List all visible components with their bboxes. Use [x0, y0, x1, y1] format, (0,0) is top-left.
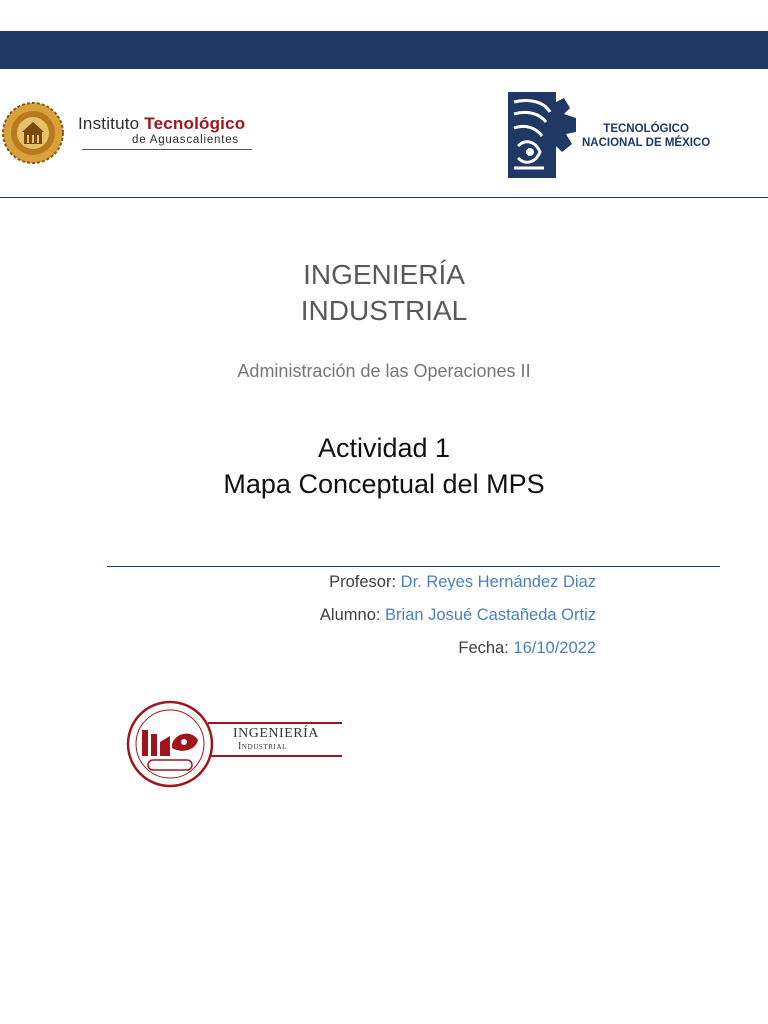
professor-name: Dr. Reyes Hernández Diaz	[400, 573, 596, 591]
logo-text-industrial: Industrial	[238, 741, 287, 752]
student-line	[320, 606, 596, 625]
header-divider	[0, 197, 768, 198]
subject-title: Administración de las Operaciones II	[237, 361, 531, 381]
logo-line-top	[208, 722, 342, 724]
ita-seal-icon	[2, 102, 64, 164]
professor-line	[329, 573, 596, 592]
date-value: 16/10/2022	[513, 639, 596, 657]
tecnm-gear-emblem-icon	[500, 88, 580, 182]
industrial-seal-icon	[126, 700, 214, 788]
date-label: Fecha:	[458, 639, 509, 657]
ita-underline	[82, 149, 252, 150]
activity-title: Actividad 1 Mapa Conceptual del MPS	[223, 433, 545, 499]
tecnm-logo	[500, 88, 730, 184]
date-line	[458, 639, 596, 658]
student-label: Alumno:	[319, 606, 381, 624]
logo-text-engineering: INGENIERÍA	[233, 726, 319, 741]
top-banner-bar	[0, 31, 768, 69]
professor-label: Profesor:	[329, 573, 397, 591]
logo-line-bottom	[208, 755, 342, 757]
career-title: INGENIERÍA INDUSTRIAL	[300, 259, 468, 326]
info-divider	[107, 566, 720, 567]
ita-name-line1: Instituto Tecnológico	[78, 114, 246, 133]
tecnm-name: TECNOLÓGICO NACIONAL DE MÉXICO	[582, 123, 711, 149]
industrial-engineering-logo	[126, 700, 346, 788]
ita-name-line2: de Aguascalientes	[132, 134, 239, 146]
ita-logo	[2, 102, 252, 166]
student-name: Brian Josué Castañeda Ortiz	[385, 606, 596, 624]
